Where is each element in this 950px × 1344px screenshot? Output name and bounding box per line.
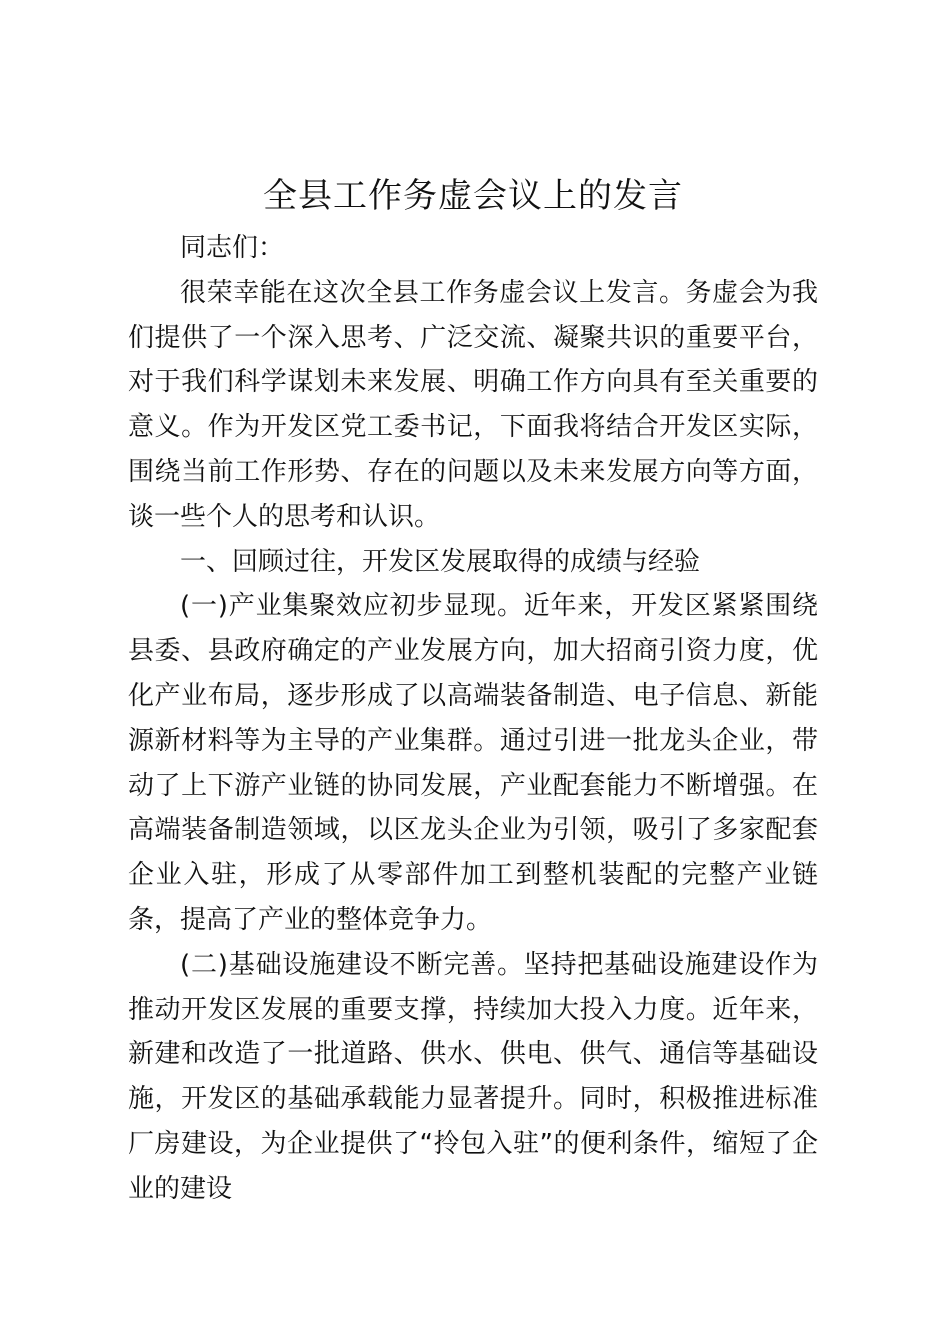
paragraph-industry: (一)产业集聚效应初步显现。近年来，开发区紧紧围绕县委、县政府确定的产业发展方向，加大招商引资力度，优化产业布局，逐步形成了以高端装备制造、电子信息、新能源新材料等为主导的产业集群。通过引进一批龙头企业，带动了上下游产业链的协同发展，产业配套能力不断增强。在高端装备制造领域，以区龙头企业为引领，吸引了多家配套企业入驻，形成了从零部件加工到整机装配的完整产业链条，提高了产业的整体竞争力。: [128, 591, 818, 935]
paragraph-infrastructure: (二)基础设施建设不断完善。坚持把基础设施建设作为推动开发区发展的重要支撑，持续加大投入力度。近年来，新建和改造了一批道路、供水、供电、供气、通信等基础设施，开发区的基础承载能力显著提升。同时，积极推进标准厂房建设，为企业提供了“拎包入驻”的便利条件，缩短了企业的建设: [128, 949, 818, 1204]
document-title: 全县工作务虚会议上的发言: [263, 176, 683, 216]
paragraph-intro: 很荣幸能在这次全县工作务虚会议上发言。务虚会为我们提供了一个深入思考、广泛交流、凝聚共识的重要平台，对于我们科学谋划未来发展、明确工作方向具有至关重要的意义。作为开发区党工委书记，下面我将结合开发区实际，围绕当前工作形势、存在的问题以及未来发展方向等方面，谈一些个人的思考和认识。: [128, 277, 818, 532]
greeting: 同志们：: [180, 233, 285, 263]
document-page: [128, 172, 818, 1212]
section-heading-1: 一、回顾过往，开发区发展取得的成绩与经验: [180, 546, 701, 577]
